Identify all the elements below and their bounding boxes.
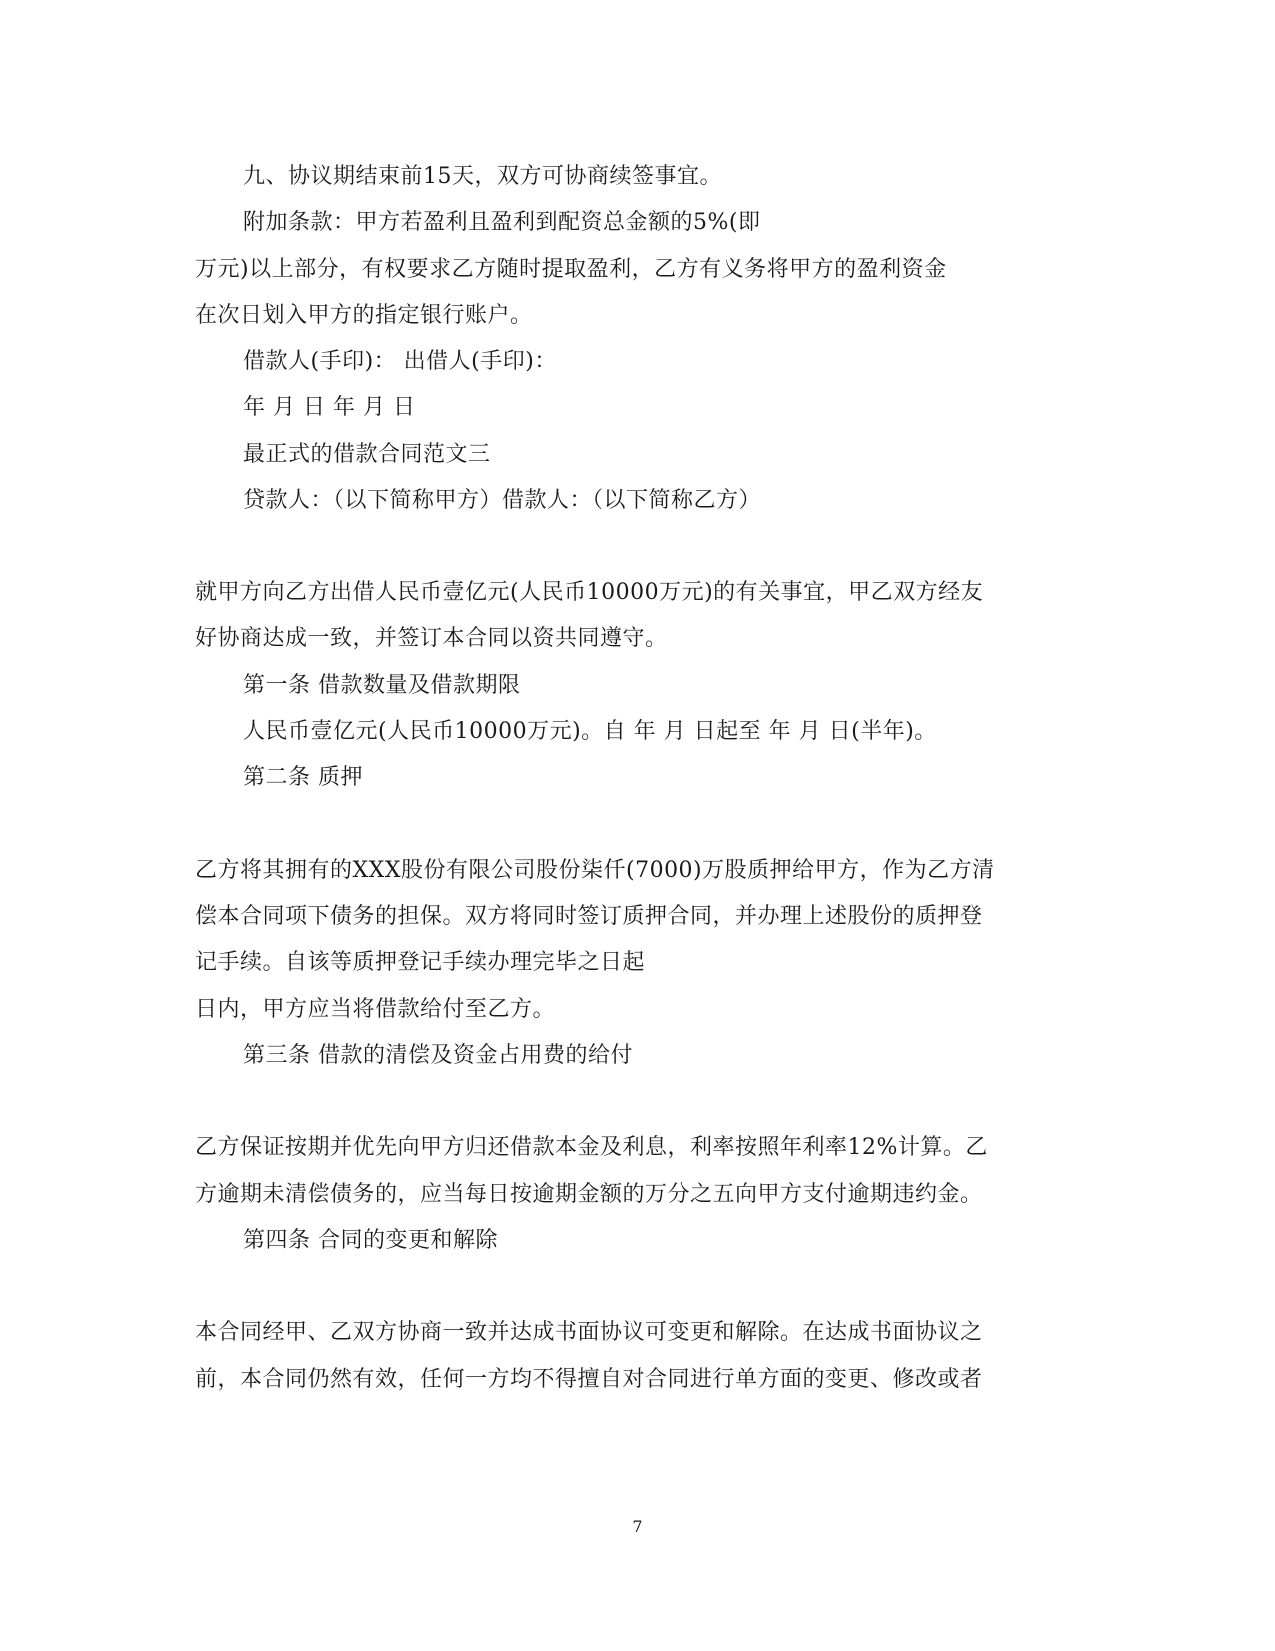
article-four-body-line-1: 本合同经甲、乙双方协商一致并达成书面协议可变更和解除。在达成书面协议之 <box>195 1320 983 1345</box>
article-four-body-line-2: 前，本合同仍然有效，任何一方均不得擅自对合同进行单方面的变更、修改或者 <box>195 1367 983 1392</box>
additional-terms-line-2: 万元)以上部分，有权要求乙方随时提取盈利，乙方有义务将甲方的盈利资金 <box>195 257 947 282</box>
preamble-line-1: 就甲方向乙方出借人民币壹亿元(人民币10000万元)的有关事宜，甲乙双方经友 <box>195 580 984 605</box>
article-four-heading: 第四条 合同的变更和解除 <box>243 1228 498 1253</box>
article-one-body: 人民币壹亿元(人民币10000万元)。自 年 月 日起至 年 月 日(半年)。 <box>243 719 937 744</box>
additional-terms-line-1: 附加条款：甲方若盈利且盈利到配资总金额的5%(即 <box>243 210 761 235</box>
article-three-body-line-2: 方逾期未清偿债务的，应当每日按逾期金额的万分之五向甲方支付逾期违约金。 <box>195 1182 983 1207</box>
article-two-body-line-4: 日内，甲方应当将借款给付至乙方。 <box>195 997 556 1022</box>
article-three-body-line-1: 乙方保证按期并优先向甲方归还借款本金及利息，利率按照年利率12%计算。乙 <box>195 1135 988 1160</box>
article-one-heading: 第一条 借款数量及借款期限 <box>243 673 521 698</box>
preamble-line-2: 好协商达成一致，并签订本合同以资共同遵守。 <box>195 626 668 651</box>
page-number: 7 <box>632 1517 643 1536</box>
article-two-heading: 第二条 质押 <box>243 765 363 790</box>
article-three-heading: 第三条 借款的清偿及资金占用费的给付 <box>243 1043 633 1068</box>
article-two-body-line-3: 记手续。自该等质押登记手续办理完毕之日起 <box>195 950 646 975</box>
article-two-body-line-2: 偿本合同项下债务的担保。双方将同时签订质押合同，并办理上述股份的质押登 <box>195 904 983 929</box>
date-line: 年 月 日 年 月 日 <box>243 395 416 420</box>
parties-line: 贷款人：（以下简称甲方）借款人：（以下简称乙方） <box>243 488 762 513</box>
article-two-body-line-1: 乙方将其拥有的XXX股份有限公司股份柒仟(7000)万股质押给甲方，作为乙方清 <box>195 858 995 883</box>
signature-line: 借款人(手印)： 出借人(手印)： <box>243 349 557 374</box>
clause-nine-line: 九、协议期结束前15天，双方可协商续签事宜。 <box>243 164 722 189</box>
additional-terms-line-3: 在次日划入甲方的指定银行账户。 <box>195 303 533 328</box>
section-heading: 最正式的借款合同范文三 <box>243 442 491 467</box>
